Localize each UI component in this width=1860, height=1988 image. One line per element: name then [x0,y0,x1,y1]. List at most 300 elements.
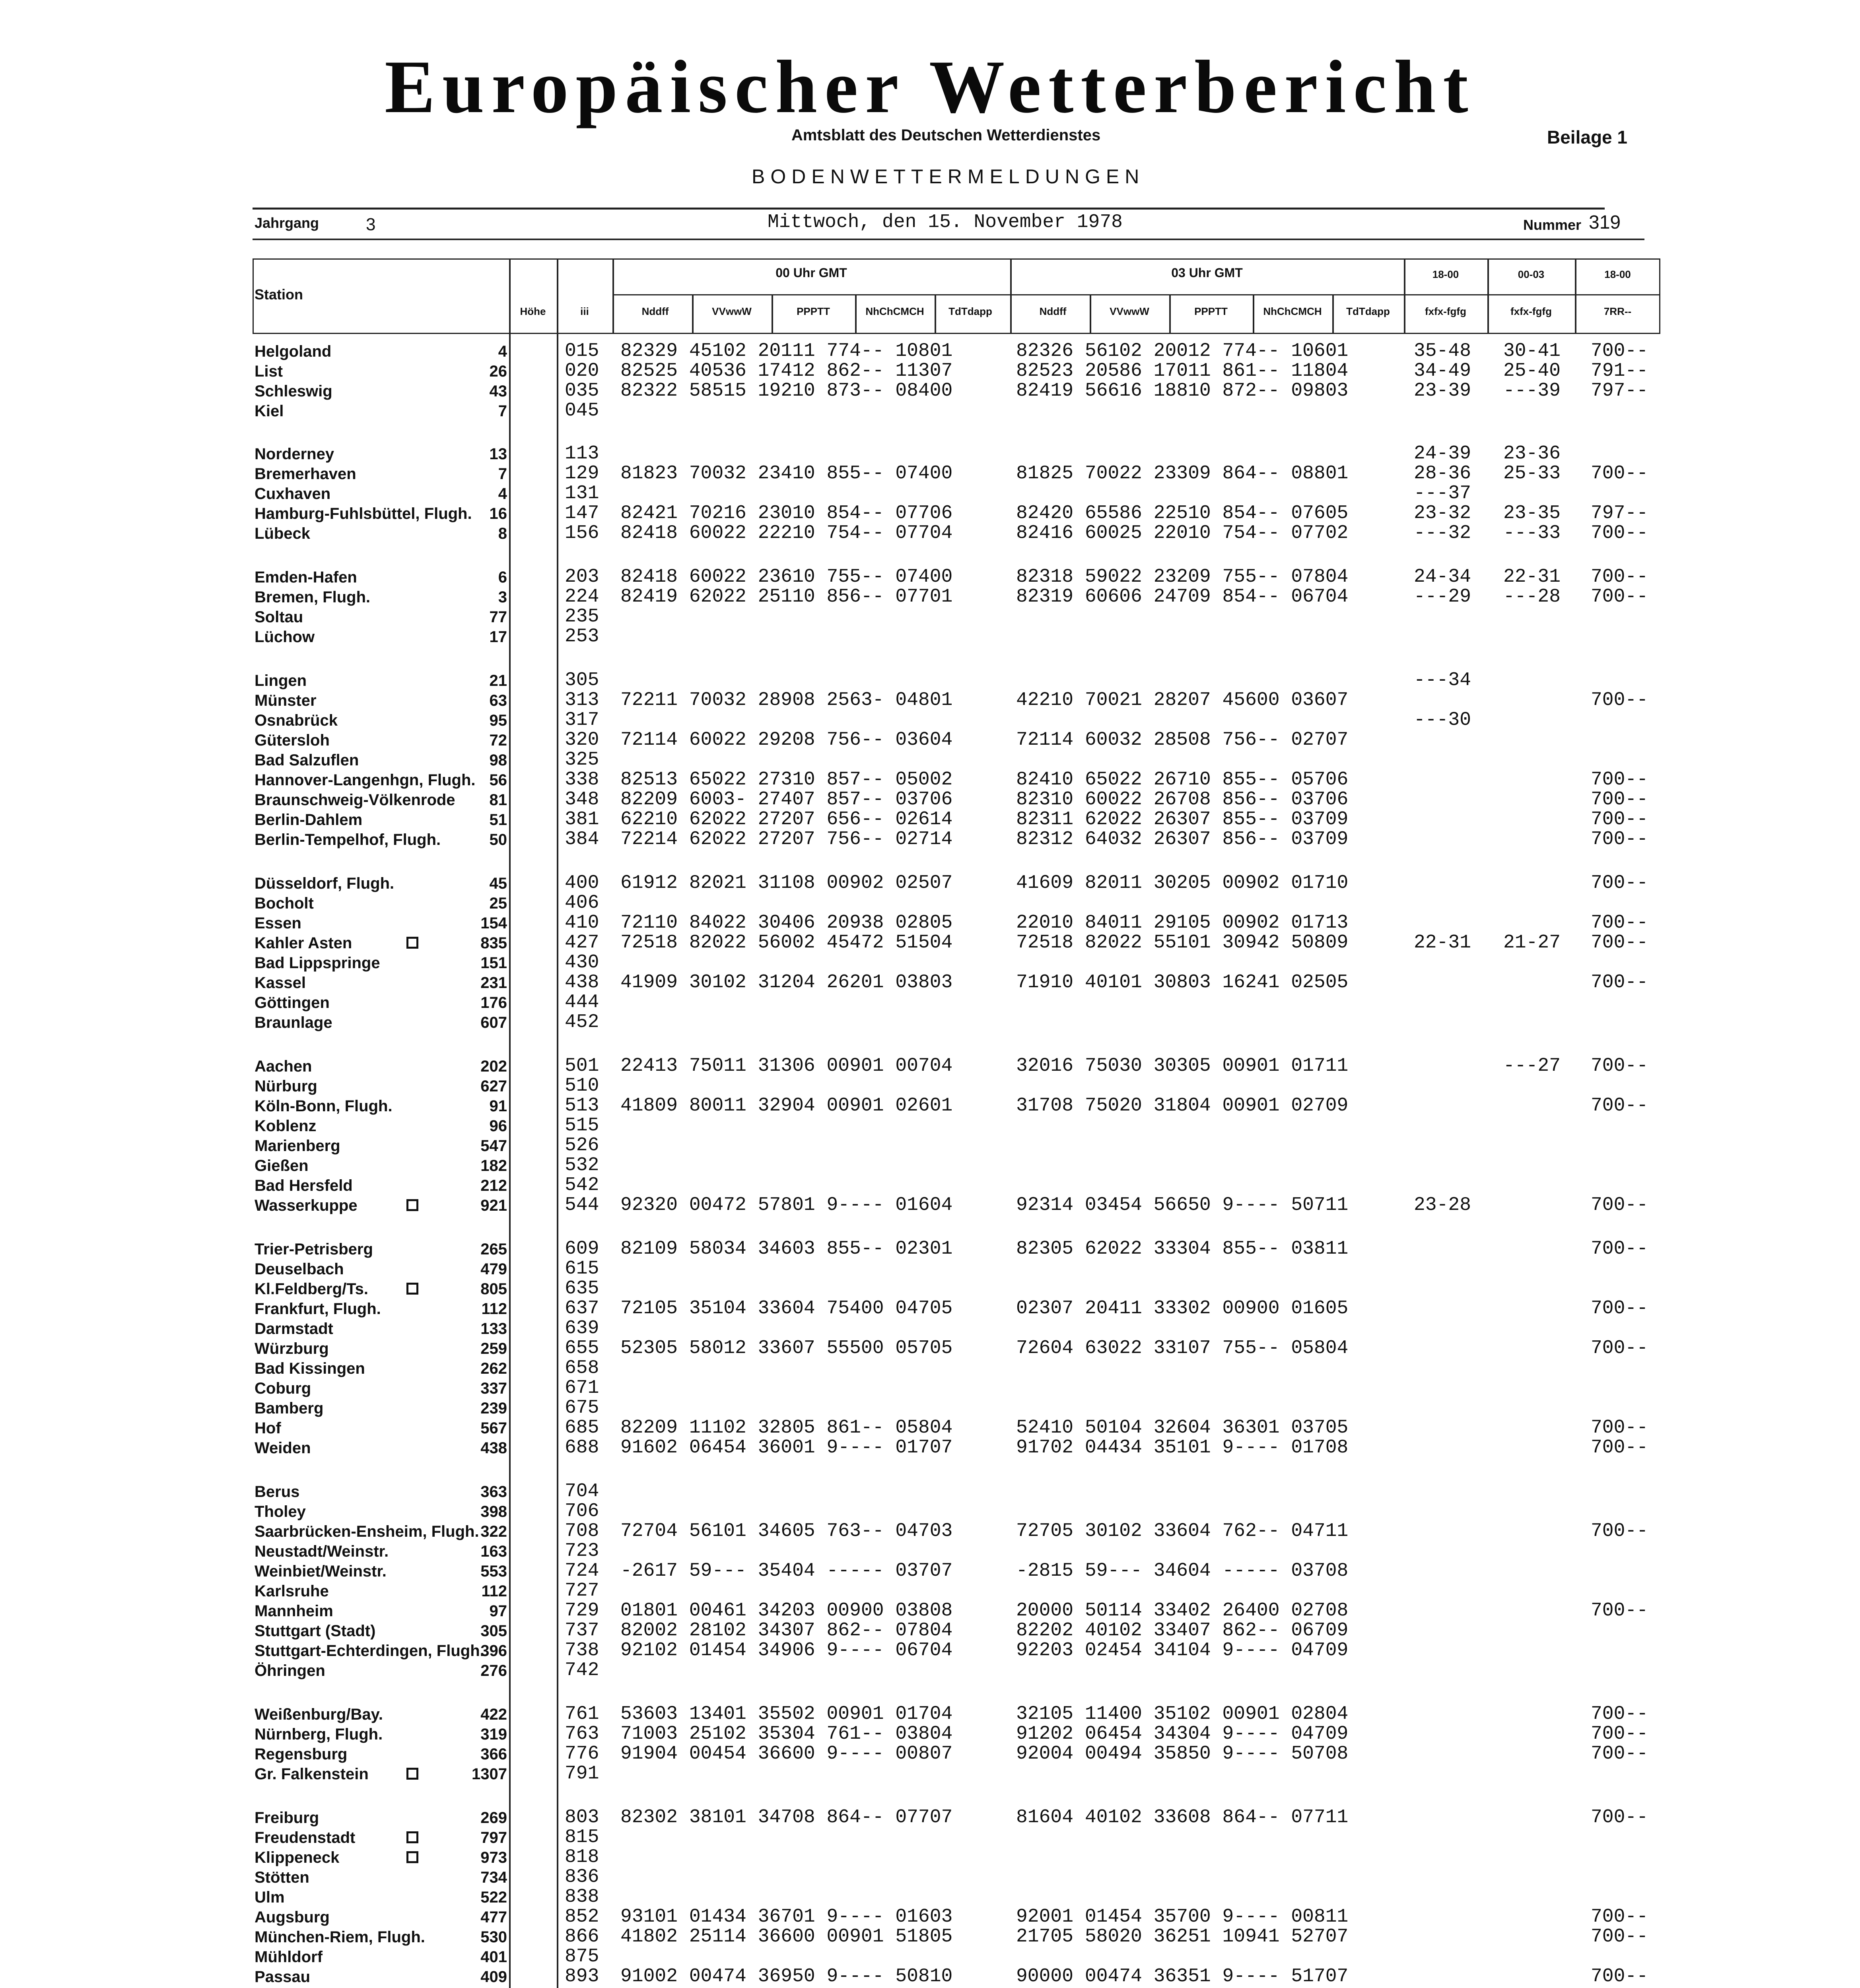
station-iii: 708 [565,1520,599,1542]
obs-03-gmt: 82305 62022 33304 855-- 03811 [1016,1238,1349,1260]
station-hoehe: 337 [480,1380,507,1397]
station-hoehe: 96 [489,1117,507,1135]
obs-03-gmt: 32016 75030 30305 00901 01711 [1016,1055,1349,1077]
station-name: Neustadt/Weinstr. [255,1543,389,1560]
station-hoehe: 72 [489,732,507,749]
station-hoehe: 17 [489,628,507,646]
obs-03-gmt: 82410 65022 26710 855-- 05706 [1016,769,1349,790]
station-name: Hamburg-Fuhlsbüttel, Flugh. [255,505,472,522]
subcolumn-header: PPPTT [797,305,830,317]
station-name: Darmstadt [255,1320,333,1338]
gust-00-03: 30-41 [1503,340,1561,362]
station-hoehe: 50 [489,831,507,848]
station-hoehe: 63 [489,692,507,709]
obs-00-gmt: 41809 80011 32904 00901 02601 [620,1095,953,1116]
obs-03-gmt: 72604 63022 33107 755-- 05804 [1016,1338,1349,1359]
station-iii: 406 [565,892,599,914]
r2-header: 00-03 [1518,268,1545,280]
gust-18-00: ---30 [1414,709,1471,731]
r3-subheader: 7RR-- [1603,305,1632,317]
r1-subheader: fxfx-fgfg [1425,305,1466,317]
obs-03-gmt: 82312 64032 26307 856-- 03709 [1016,829,1349,850]
obs-00-gmt: 82322 58515 19210 873-- 08400 [620,380,953,402]
station-name: Marienberg [255,1137,340,1155]
station-hoehe: 276 [480,1662,507,1679]
station-name: Freudenstadt [255,1829,356,1846]
station-iii: 706 [565,1501,599,1522]
station-hoehe: 7 [498,465,507,483]
station-name: Lingen [255,672,307,689]
station-name: Frankfurt, Flugh. [255,1300,381,1318]
obs-00-gmt: 82419 62022 25110 856-- 07701 [620,586,953,608]
precip-18-00: 700-- [1591,1520,1648,1542]
station-name: Berlin-Tempelhof, Flugh. [255,831,441,848]
station-name: Mühldorf [255,1948,323,1966]
gust-00-03: ---33 [1503,522,1561,544]
station-iii: 723 [565,1540,599,1562]
station-name: List [255,363,283,380]
mountain-station-marker-icon [406,1851,418,1863]
station-iii: 852 [565,1906,599,1928]
station-hoehe: 422 [480,1706,507,1723]
station-hoehe: 51 [489,811,507,829]
col-divider [557,258,558,1988]
station-name: Köln-Bonn, Flugh. [255,1097,393,1115]
station-hoehe: 973 [480,1849,507,1866]
station-name: Hof [255,1419,281,1437]
station-iii: 317 [565,709,599,731]
station-iii: 761 [565,1703,599,1725]
gust-18-00: ---29 [1414,586,1471,608]
station-name: Koblenz [255,1117,317,1135]
precip-18-00: 700-- [1591,1417,1648,1439]
precip-18-00: 700-- [1591,1437,1648,1458]
station-iii: 776 [565,1743,599,1765]
station-hoehe: 265 [480,1241,507,1258]
station-name: Bamberg [255,1400,324,1417]
obs-00-gmt: 71003 25102 35304 761-- 03804 [620,1723,953,1745]
r3-header: 18-00 [1604,268,1631,280]
gust-18-00: ---37 [1414,483,1471,504]
station-name: Weißenburg/Bay. [255,1706,383,1723]
station-name: Mannheim [255,1602,333,1620]
station-hoehe: 398 [480,1503,507,1520]
gust-00-03: 23-35 [1503,503,1561,524]
precip-18-00: 700-- [1591,1966,1648,1987]
station-name: Kassel [255,974,306,992]
obs-00-gmt: 92102 01454 34906 9---- 06704 [620,1640,953,1661]
station-hoehe: 182 [480,1157,507,1175]
station-name: Bad Hersfeld [255,1177,353,1194]
station-hoehe: 154 [480,914,507,932]
station-hoehe: 477 [480,1908,507,1926]
gust-18-00: 23-32 [1414,503,1471,524]
station-hoehe: 3 [498,588,507,606]
mountain-station-marker-icon [406,937,418,949]
station-hoehe: 231 [480,974,507,992]
obs-03-gmt: 81604 40102 33608 864-- 07711 [1016,1807,1349,1828]
obs-00-gmt: 82525 40536 17412 862-- 11307 [620,360,953,382]
col-divider [509,258,511,1988]
obs-00-gmt: 82002 28102 34307 862-- 07804 [620,1620,953,1641]
station-iii: 724 [565,1560,599,1582]
station-name: Göttingen [255,994,330,1011]
station-name: Weinbiet/Weinstr. [255,1563,387,1580]
obs-00-gmt: 72704 56101 34605 763-- 04703 [620,1520,953,1542]
station-name: Saarbrücken-Ensheim, Flugh. [255,1523,479,1540]
station-hoehe: 212 [480,1177,507,1194]
station-name: Bad Lippspringe [255,954,380,972]
station-iii: 639 [565,1318,599,1339]
station-header: Station [255,286,303,303]
obs-03-gmt: 82310 60022 26708 856-- 03706 [1016,789,1349,810]
gust-00-03: 25-40 [1503,360,1561,382]
obs-00-gmt: 91904 00454 36600 9---- 00807 [620,1743,953,1765]
station-name: Kl.Feldberg/Ts. [255,1280,368,1298]
obs-00-gmt: 82109 58034 34603 855-- 02301 [620,1238,953,1260]
station-iii: 791 [565,1763,599,1784]
precip-18-00: 700-- [1591,829,1648,850]
section-title: BODENWETTERMELDUNGEN [752,165,1145,188]
subcolumn-header: Nddff [641,305,669,317]
gust-00-03: 21-27 [1503,932,1561,953]
station-hoehe: 553 [480,1563,507,1580]
station-iii: 838 [565,1886,599,1908]
obs-03-gmt: 82420 65586 22510 854-- 07605 [1016,503,1349,524]
precip-18-00: 700-- [1591,1906,1648,1928]
station-name: Helgoland [255,343,332,360]
station-iii: 510 [565,1075,599,1097]
station-iii: 532 [565,1155,599,1176]
obs-03-gmt: 92314 03454 56650 9---- 50711 [1016,1194,1349,1216]
station-iii: 513 [565,1095,599,1116]
obs-00-gmt: 82513 65022 27310 857-- 05002 [620,769,953,790]
station-name: Schleswig [255,382,332,400]
station-name: München-Riem, Flugh. [255,1928,425,1946]
obs-03-gmt: 82326 56102 20012 774-- 10601 [1016,340,1349,362]
station-hoehe: 396 [480,1642,507,1660]
station-hoehe: 6 [498,569,507,586]
station-iii: 147 [565,503,599,524]
precip-18-00: 700-- [1591,1338,1648,1359]
station-hoehe: 56 [489,771,507,789]
station-iii: 836 [565,1866,599,1888]
precip-18-00: 700-- [1591,340,1648,362]
precip-18-00: 700-- [1591,463,1648,484]
obs-03-gmt: 91202 06454 34304 9---- 04709 [1016,1723,1349,1745]
obs-00-gmt: 72114 60022 29208 756-- 03604 [620,729,953,751]
station-hoehe: 16 [489,505,507,522]
station-name: Karlsruhe [255,1582,329,1600]
station-iii: 325 [565,749,599,771]
precip-18-00: 700-- [1591,1238,1648,1260]
station-hoehe: 522 [480,1889,507,1906]
station-hoehe: 366 [480,1745,507,1763]
obs-00-gmt: 91002 00474 36950 9---- 50810 [620,1966,953,1987]
obs-03-gmt: 90000 00474 36351 9---- 51707 [1016,1966,1349,1987]
station-name: Stötten [255,1869,309,1886]
station-iii: 410 [565,912,599,934]
station-hoehe: 98 [489,751,507,769]
obs-03-gmt: 20000 50114 33402 26400 02708 [1016,1600,1349,1621]
station-hoehe: 163 [480,1543,507,1560]
station-name: Emden-Hafen [255,569,357,586]
station-name: Bremerhaven [255,465,356,483]
station-name: Augsburg [255,1908,330,1926]
obs-00-gmt: 92320 00472 57801 9---- 01604 [620,1194,953,1216]
station-iii: 655 [565,1338,599,1359]
station-iii: 320 [565,729,599,751]
station-name: Klippeneck [255,1849,340,1866]
obs-00-gmt: 93101 01434 36701 9---- 01603 [620,1906,953,1928]
station-iii: 875 [565,1946,599,1967]
group-03-header: 03 Uhr GMT [1171,266,1243,280]
precip-18-00: 700-- [1591,789,1648,810]
station-iii: 738 [565,1640,599,1661]
station-name: Passau [255,1968,311,1986]
station-name: Hannover-Langenhgn, Flugh. [255,771,476,789]
precip-18-00: 700-- [1591,769,1648,790]
station-iii: 338 [565,769,599,790]
obs-00-gmt: 22413 75011 31306 00901 00704 [620,1055,953,1077]
station-name: Nürburg [255,1077,317,1095]
gust-18-00: 24-34 [1414,566,1471,588]
station-hoehe: 438 [480,1439,507,1457]
precip-18-00: 700-- [1591,972,1648,993]
obs-03-gmt: 71910 40101 30803 16241 02505 [1016,972,1349,993]
header-divider [612,294,1660,295]
mountain-station-marker-icon [406,1768,418,1780]
gust-18-00: 34-49 [1414,360,1471,382]
station-iii: 381 [565,809,599,830]
station-name: Freiburg [255,1809,319,1827]
station-iii: 400 [565,872,599,894]
station-name: Essen [255,914,301,932]
station-iii: 658 [565,1357,599,1379]
station-iii: 542 [565,1175,599,1196]
station-iii: 815 [565,1827,599,1848]
obs-03-gmt: 82523 20586 17011 861-- 11804 [1016,360,1349,382]
station-hoehe: 547 [480,1137,507,1155]
station-name: Gütersloh [255,732,330,749]
r2-subheader: fxfx-fgfg [1510,305,1552,317]
jahrgang-value: 3 [366,215,376,234]
station-name: Coburg [255,1380,311,1397]
obs-00-gmt: 82421 70216 23010 854-- 07706 [620,503,953,524]
station-iii: 515 [565,1115,599,1136]
obs-03-gmt: 92203 02454 34104 9---- 04709 [1016,1640,1349,1661]
precip-18-00: 700-- [1591,1926,1648,1947]
station-hoehe: 262 [480,1360,507,1377]
obs-03-gmt: 42210 70021 28207 45600 03607 [1016,689,1349,711]
station-name: Nürnberg, Flugh. [255,1726,383,1743]
obs-03-gmt: 72705 30102 33604 762-- 04711 [1016,1520,1349,1542]
page-title: Europäischer Wetterbericht [385,45,1475,129]
issue-date: Mittwoch, den 15. November 1978 [768,212,1123,233]
precip-18-00: 700-- [1591,872,1648,894]
station-iii: 685 [565,1417,599,1439]
gust-00-03: 25-33 [1503,463,1561,484]
obs-03-gmt: 02307 20411 33302 00900 01605 [1016,1298,1349,1319]
station-hoehe: 26 [489,363,507,380]
obs-03-gmt: 72114 60032 28508 756-- 02707 [1016,729,1349,751]
station-hoehe: 151 [480,954,507,972]
obs-03-gmt: 41609 82011 30205 00902 01710 [1016,872,1349,894]
obs-00-gmt: 82209 11102 32805 861-- 05804 [620,1417,953,1439]
obs-00-gmt: 62210 62022 27207 656-- 02614 [620,809,953,830]
obs-00-gmt: 82302 38101 34708 864-- 07707 [620,1807,953,1828]
station-hoehe: 112 [481,1582,507,1600]
precip-18-00: 700-- [1591,689,1648,711]
station-hoehe: 805 [480,1280,507,1298]
station-iii: 818 [565,1846,599,1868]
gust-18-00: 28-36 [1414,463,1471,484]
station-iii: 501 [565,1055,599,1077]
station-iii: 763 [565,1723,599,1745]
obs-03-gmt: 82319 60606 24709 854-- 06704 [1016,586,1349,608]
station-iii: 544 [565,1194,599,1216]
station-hoehe: 1307 [472,1765,507,1783]
page-subtitle: Amtsblatt des Deutschen Wetterdienstes [791,126,1101,144]
gust-00-03: 22-31 [1503,566,1561,588]
precip-18-00: 700-- [1591,1723,1648,1745]
subcolumn-header: PPPTT [1194,305,1228,317]
station-iii: 737 [565,1620,599,1641]
station-name: Lübeck [255,525,311,542]
gust-18-00: ---32 [1414,522,1471,544]
station-hoehe: 607 [480,1014,507,1031]
precip-18-00: 700-- [1591,1055,1648,1077]
station-name: Stuttgart (Stadt) [255,1622,376,1640]
station-hoehe: 921 [480,1197,507,1214]
gust-18-00: 24-39 [1414,443,1471,464]
group-00-header: 00 Uhr GMT [775,266,847,280]
obs-03-gmt: -2815 59--- 34604 ----- 03708 [1016,1560,1349,1582]
precip-18-00: 791-- [1591,360,1648,382]
station-hoehe: 835 [480,934,507,952]
subcolumn-header: TdTdapp [1346,305,1390,317]
gust-18-00: 22-31 [1414,932,1471,953]
obs-03-gmt: 82318 59022 23209 755-- 07804 [1016,566,1349,588]
gust-00-03: 23-36 [1503,443,1561,464]
station-hoehe: 319 [480,1726,507,1743]
precip-18-00: 700-- [1591,522,1648,544]
station-iii: 438 [565,972,599,993]
nummer-label: Nummer [1523,217,1582,233]
obs-00-gmt: 82329 45102 20111 774-- 10801 [620,340,953,362]
gust-00-03: ---39 [1503,380,1561,402]
station-name: Weiden [255,1439,311,1457]
subcolumn-header: NhChCMCH [865,305,924,317]
station-iii: 615 [565,1258,599,1279]
obs-03-gmt: 92001 01454 35700 9---- 00811 [1016,1906,1349,1928]
header-rule-bottom [253,239,1644,240]
station-hoehe: 202 [480,1058,507,1075]
obs-03-gmt: 82311 62022 26307 855-- 03709 [1016,809,1349,830]
precip-18-00: 700-- [1591,1600,1648,1621]
station-iii: 609 [565,1238,599,1260]
hoehe-header: Höhe [520,305,546,317]
station-iii: 742 [565,1660,599,1681]
obs-00-gmt: 81823 70032 23410 855-- 07400 [620,463,953,484]
precip-18-00: 700-- [1591,586,1648,608]
station-hoehe: 4 [498,343,507,360]
station-iii: 704 [565,1481,599,1502]
obs-03-gmt: 52410 50104 32604 36301 03705 [1016,1417,1349,1439]
station-name: Öhringen [255,1662,325,1679]
obs-00-gmt: 61912 82021 31108 00902 02507 [620,872,953,894]
station-name: Gr. Falkenstein [255,1765,369,1783]
station-name: Aachen [255,1058,312,1075]
obs-03-gmt: 32105 11400 35102 00901 02804 [1016,1703,1349,1725]
station-iii: 671 [565,1377,599,1399]
station-iii: 253 [565,626,599,647]
obs-03-gmt: 31708 75020 31804 00901 02709 [1016,1095,1349,1116]
beilage-label: Beilage 1 [1547,127,1627,148]
station-hoehe: 81 [489,791,507,809]
gust-18-00: 23-39 [1414,380,1471,402]
station-iii: 313 [565,689,599,711]
subcolumn-header: TdTdapp [948,305,992,317]
station-iii: 015 [565,340,599,362]
station-hoehe: 7 [498,402,507,420]
station-hoehe: 530 [480,1928,507,1946]
station-hoehe: 133 [480,1320,507,1338]
station-hoehe: 25 [489,895,507,912]
station-iii: 156 [565,522,599,544]
station-hoehe: 363 [480,1483,507,1501]
station-iii: 866 [565,1926,599,1947]
station-name: Bocholt [255,895,314,912]
station-name: Soltau [255,608,303,626]
station-iii: 444 [565,992,599,1013]
station-hoehe: 627 [480,1077,507,1095]
precip-18-00: 797-- [1591,380,1648,402]
station-hoehe: 112 [481,1300,507,1318]
station-name: Regensburg [255,1745,348,1763]
nummer-value: 319 [1589,212,1621,233]
precip-18-00: 700-- [1591,1194,1648,1216]
station-name: Bad Salzuflen [255,751,359,769]
precip-18-00: 700-- [1591,809,1648,830]
station-iii: 035 [565,380,599,402]
iii-header: iii [580,305,589,317]
station-name: Deuselbach [255,1260,344,1278]
obs-00-gmt: 72105 35104 33604 75400 04705 [620,1298,953,1319]
station-name: Braunschweig-Völkenrode [255,791,455,809]
station-iii: 235 [565,606,599,627]
station-iii: 727 [565,1580,599,1602]
station-iii: 131 [565,483,599,504]
station-name: Münster [255,692,317,709]
station-hoehe: 479 [480,1260,507,1278]
station-name: Berus [255,1483,300,1501]
obs-00-gmt: 82418 60022 22210 754-- 07704 [620,522,953,544]
precip-18-00: 700-- [1591,1095,1648,1116]
station-name: Gießen [255,1157,309,1175]
gust-00-03: ---28 [1503,586,1561,608]
station-hoehe: 43 [489,382,507,400]
mountain-station-marker-icon [406,1199,418,1211]
station-name: Osnabrück [255,712,338,729]
obs-00-gmt: 82209 6003- 27407 857-- 03706 [620,789,953,810]
precip-18-00: 700-- [1591,1298,1648,1319]
station-iii: 305 [565,670,599,691]
obs-03-gmt: 82419 56616 18810 872-- 09803 [1016,380,1349,402]
mountain-station-marker-icon [406,1831,418,1843]
station-name: Würzburg [255,1340,329,1357]
station-hoehe: 4 [498,485,507,503]
